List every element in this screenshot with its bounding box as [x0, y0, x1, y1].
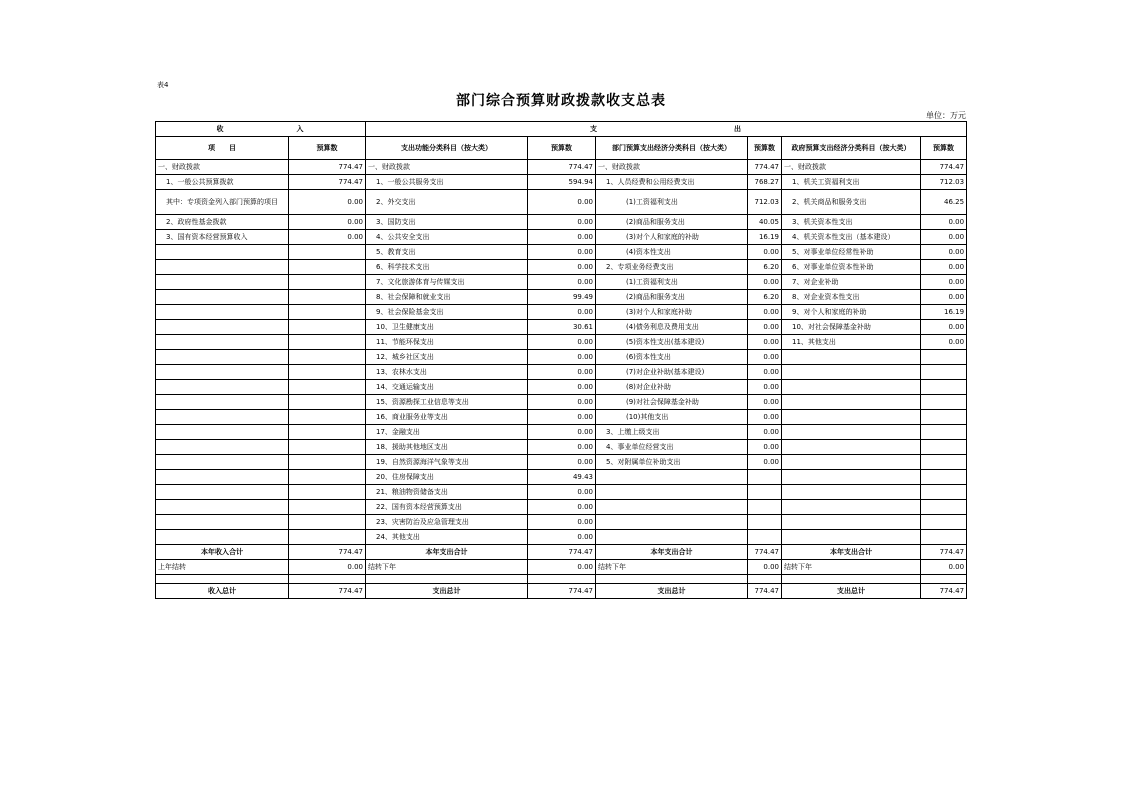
dept-grand-label: 支出总计 [596, 584, 748, 599]
gov-budget-cell [921, 515, 967, 530]
func-item-cell: 5、教育支出 [366, 245, 528, 260]
table-row [156, 470, 967, 485]
dept-budget-cell: 0.00 [748, 275, 782, 290]
income-budget-cell: 0.00 [289, 215, 366, 230]
income-item-cell [156, 455, 289, 470]
carry-over-row [156, 560, 967, 575]
dept-item-cell: 5、对附属单位补助支出 [596, 455, 748, 470]
gov-budget-cell: 0.00 [921, 215, 967, 230]
income-item-cell [156, 440, 289, 455]
income-item-cell: 1、一般公共预算拨款 [156, 175, 289, 190]
gov-budget-cell [921, 350, 967, 365]
income-budget-cell: 774.47 [289, 175, 366, 190]
income-budget-cell: 774.47 [289, 160, 366, 175]
gov-budget-cell: 0.00 [921, 275, 967, 290]
func-item-cell: 9、社会保险基金支出 [366, 305, 528, 320]
income-budget-cell [289, 500, 366, 515]
func-budget-cell: 0.00 [528, 395, 596, 410]
income-item-cell [156, 380, 289, 395]
dept-budget-cell: 16.19 [748, 230, 782, 245]
func-item-cell: 21、粮油物资储备支出 [366, 485, 528, 500]
dept-item-cell [596, 500, 748, 515]
income-item-cell [156, 485, 289, 500]
func-item-cell: 20、住房保障支出 [366, 470, 528, 485]
func-item-cell: 6、科学技术支出 [366, 260, 528, 275]
func-item-cell: 4、公共安全支出 [366, 230, 528, 245]
func-budget-cell: 0.00 [528, 500, 596, 515]
dept-budget-cell [748, 485, 782, 500]
income-item-cell [156, 365, 289, 380]
table-number: 表4 [157, 81, 169, 89]
func-budget-cell: 0.00 [528, 515, 596, 530]
dept-item-cell: (1)工资福利支出 [596, 190, 748, 215]
func-item-cell: 19、自然资源海洋气象等支出 [366, 455, 528, 470]
income-budget-cell [289, 290, 366, 305]
func-budget-cell: 0.00 [528, 380, 596, 395]
gov-item-cell: 4、机关资本性支出（基本建设） [782, 230, 921, 245]
table-row [156, 365, 967, 380]
dept-budget-cell: 0.00 [748, 425, 782, 440]
annual-total-row [156, 545, 967, 560]
dept-budget-cell: 768.27 [748, 175, 782, 190]
gov-item-cell: 5、对事业单位经常性补助 [782, 245, 921, 260]
func-carry-label: 结转下年 [366, 560, 528, 575]
func-budget-cell: 0.00 [528, 275, 596, 290]
gov-grand-value: 774.47 [921, 584, 967, 599]
func-budget-cell: 49.43 [528, 470, 596, 485]
func-budget-cell: 0.00 [528, 215, 596, 230]
income-budget-cell [289, 470, 366, 485]
prev-carry-value: 0.00 [289, 560, 366, 575]
gov-item-cell [782, 470, 921, 485]
gov-budget-cell [921, 455, 967, 470]
func-budget-cell: 0.00 [528, 530, 596, 545]
dept-item-cell: (7)对企业补助(基本建设) [596, 365, 748, 380]
dept-budget-cell: 0.00 [748, 455, 782, 470]
income-item-cell [156, 320, 289, 335]
gov-item-cell [782, 500, 921, 515]
gov-item-cell [782, 350, 921, 365]
dept-budget-cell: 712.03 [748, 190, 782, 215]
income-grand-value: 774.47 [289, 584, 366, 599]
income-budget-cell [289, 485, 366, 500]
table-row [156, 425, 967, 440]
gov-item-cell [782, 485, 921, 500]
table-row [156, 260, 967, 275]
income-budget-cell [289, 335, 366, 350]
income-item-cell [156, 290, 289, 305]
table-row [156, 335, 967, 350]
table-row [156, 395, 967, 410]
budget-table [155, 121, 967, 599]
header-row-2 [156, 137, 967, 160]
dept-item-cell: 2、专项业务经费支出 [596, 260, 748, 275]
dept-item-cell: (9)对社会保障基金补助 [596, 395, 748, 410]
gov-budget-cell [921, 365, 967, 380]
income-item-cell [156, 500, 289, 515]
dept-budget-cell [748, 500, 782, 515]
gov-item-cell [782, 380, 921, 395]
income-total-label: 本年收入合计 [156, 545, 289, 560]
gov-budget-cell: 0.00 [921, 320, 967, 335]
spacer-row [156, 575, 967, 584]
gov-econ-class-header: 政府预算支出经济分类科目（按大类） [782, 137, 921, 160]
func-budget-cell: 0.00 [528, 260, 596, 275]
gov-budget-cell: 0.00 [921, 290, 967, 305]
item-header: 项 目 [156, 137, 289, 160]
gov-item-cell [782, 530, 921, 545]
func-class-header: 支出功能分类科目（按大类） [366, 137, 528, 160]
dept-budget-cell [748, 515, 782, 530]
func-budget-cell: 0.00 [528, 365, 596, 380]
func-grand-label: 支出总计 [366, 584, 528, 599]
income-budget-cell [289, 365, 366, 380]
income-budget-cell [289, 395, 366, 410]
dept-item-cell: (4)资本性支出 [596, 245, 748, 260]
dept-grand-value: 774.47 [748, 584, 782, 599]
dept-budget-cell: 774.47 [748, 160, 782, 175]
income-item-cell [156, 425, 289, 440]
grand-total-row [156, 584, 967, 599]
gov-item-cell: 10、对社会保障基金补助 [782, 320, 921, 335]
income-header: 收 入 [156, 122, 366, 137]
gov-budget-cell [921, 470, 967, 485]
income-item-cell: 3、国有资本经营预算收入 [156, 230, 289, 245]
table-row [156, 290, 967, 305]
func-carry-value: 0.00 [528, 560, 596, 575]
gov-budget-cell [921, 440, 967, 455]
income-budget-cell: 0.00 [289, 190, 366, 215]
dept-total-value: 774.47 [748, 545, 782, 560]
gov-item-cell [782, 455, 921, 470]
gov-item-cell: 1、机关工资福利支出 [782, 175, 921, 190]
gov-budget-cell [921, 500, 967, 515]
func-budget-cell: 99.49 [528, 290, 596, 305]
table-row [156, 175, 967, 190]
func-item-cell: 1、一般公共服务支出 [366, 175, 528, 190]
table-row [156, 230, 967, 245]
dept-budget-cell: 0.00 [748, 440, 782, 455]
dept-item-cell [596, 470, 748, 485]
table-row [156, 530, 967, 545]
page-title: 部门综合预算财政拨款收支总表 [456, 93, 666, 109]
gov-budget-cell: 46.25 [921, 190, 967, 215]
dept-item-cell [596, 485, 748, 500]
dept-budget-cell: 0.00 [748, 335, 782, 350]
dept-item-cell [596, 530, 748, 545]
income-item-cell [156, 260, 289, 275]
table-row [156, 455, 967, 470]
table-row [156, 275, 967, 290]
dept-budget-cell: 0.00 [748, 245, 782, 260]
budget-header: 预算数 [921, 137, 967, 160]
table-row [156, 245, 967, 260]
gov-item-cell [782, 410, 921, 425]
gov-budget-cell: 712.03 [921, 175, 967, 190]
gov-item-cell [782, 395, 921, 410]
func-total-label: 本年支出合计 [366, 545, 528, 560]
gov-item-cell: 7、对企业补助 [782, 275, 921, 290]
dept-total-label: 本年支出合计 [596, 545, 748, 560]
dept-item-cell: (2)商品和服务支出 [596, 290, 748, 305]
dept-item-cell: 1、人员经费和公用经费支出 [596, 175, 748, 190]
dept-item-cell: 4、事业单位经营支出 [596, 440, 748, 455]
table-row [156, 320, 967, 335]
func-budget-cell: 0.00 [528, 485, 596, 500]
income-budget-cell [289, 425, 366, 440]
func-total-value: 774.47 [528, 545, 596, 560]
func-budget-cell: 0.00 [528, 190, 596, 215]
table-row [156, 190, 967, 215]
dept-budget-cell: 0.00 [748, 380, 782, 395]
gov-budget-cell [921, 395, 967, 410]
dept-item-cell: (6)资本性支出 [596, 350, 748, 365]
dept-budget-cell: 6.20 [748, 290, 782, 305]
table-row [156, 305, 967, 320]
income-item-cell [156, 245, 289, 260]
func-item-cell: 23、灾害防治及应急管理支出 [366, 515, 528, 530]
func-budget-cell: 0.00 [528, 455, 596, 470]
func-item-cell: 24、其他支出 [366, 530, 528, 545]
income-grand-label: 收入总计 [156, 584, 289, 599]
dept-budget-cell: 40.05 [748, 215, 782, 230]
budget-header: 预算数 [289, 137, 366, 160]
dept-budget-cell: 0.00 [748, 395, 782, 410]
income-budget-cell [289, 530, 366, 545]
gov-carry-value: 0.00 [921, 560, 967, 575]
gov-total-value: 774.47 [921, 545, 967, 560]
func-budget-cell: 0.00 [528, 410, 596, 425]
dept-item-cell [596, 515, 748, 530]
income-item-cell: 其中：专项资金列入部门预算的项目 [156, 190, 289, 215]
income-budget-cell [289, 305, 366, 320]
income-budget-cell [289, 515, 366, 530]
gov-carry-label: 结转下年 [782, 560, 921, 575]
func-item-cell: 8、社会保障和就业支出 [366, 290, 528, 305]
func-item-cell: 3、国防支出 [366, 215, 528, 230]
income-budget-cell [289, 410, 366, 425]
dept-budget-cell: 0.00 [748, 320, 782, 335]
dept-item-cell: (3)对个人和家庭补助 [596, 305, 748, 320]
income-budget-cell [289, 245, 366, 260]
dept-carry-label: 结转下年 [596, 560, 748, 575]
table-row [156, 515, 967, 530]
table-row [156, 440, 967, 455]
income-budget-cell: 0.00 [289, 230, 366, 245]
table-row [156, 350, 967, 365]
table-row [156, 410, 967, 425]
func-item-cell: 18、援助其他地区支出 [366, 440, 528, 455]
dept-budget-cell [748, 530, 782, 545]
gov-budget-cell [921, 530, 967, 545]
func-budget-cell: 0.00 [528, 425, 596, 440]
gov-budget-cell [921, 410, 967, 425]
header-row-1 [156, 122, 967, 137]
budget-header: 预算数 [528, 137, 596, 160]
table-row [156, 485, 967, 500]
gov-budget-cell [921, 425, 967, 440]
gov-item-cell: 2、机关商品和服务支出 [782, 190, 921, 215]
gov-budget-cell: 16.19 [921, 305, 967, 320]
func-budget-cell: 0.00 [528, 305, 596, 320]
table-row [156, 215, 967, 230]
dept-item-cell: (2)商品和服务支出 [596, 215, 748, 230]
func-item-cell: 2、外交支出 [366, 190, 528, 215]
expense-header: 支 出 [366, 122, 967, 137]
func-budget-cell: 0.00 [528, 335, 596, 350]
gov-item-cell [782, 365, 921, 380]
dept-item-cell: 3、上缴上级支出 [596, 425, 748, 440]
func-grand-value: 774.47 [528, 584, 596, 599]
dept-item-cell: (4)债务利息及费用支出 [596, 320, 748, 335]
func-budget-cell: 0.00 [528, 440, 596, 455]
gov-item-cell [782, 440, 921, 455]
dept-item-cell: 一、财政拨款 [596, 160, 748, 175]
prev-carry-label: 上年结转 [156, 560, 289, 575]
income-budget-cell [289, 380, 366, 395]
income-budget-cell [289, 260, 366, 275]
func-budget-cell: 0.00 [528, 230, 596, 245]
gov-grand-label: 支出总计 [782, 584, 921, 599]
func-item-cell: 12、城乡社区支出 [366, 350, 528, 365]
gov-budget-cell: 0.00 [921, 335, 967, 350]
gov-item-cell [782, 425, 921, 440]
gov-item-cell [782, 515, 921, 530]
income-budget-cell [289, 440, 366, 455]
table-row [156, 500, 967, 515]
dept-econ-class-header: 部门预算支出经济分类科目（按大类） [596, 137, 748, 160]
gov-item-cell: 一、财政拨款 [782, 160, 921, 175]
func-budget-cell: 594.94 [528, 175, 596, 190]
dept-item-cell: (8)对企业补助 [596, 380, 748, 395]
income-item-cell [156, 515, 289, 530]
unit-label: 单位：万元 [926, 111, 966, 120]
income-item-cell [156, 410, 289, 425]
dept-item-cell: (1)工资福利支出 [596, 275, 748, 290]
income-item-cell [156, 395, 289, 410]
income-item-cell [156, 305, 289, 320]
income-item-cell [156, 335, 289, 350]
gov-item-cell: 3、机关资本性支出 [782, 215, 921, 230]
gov-total-label: 本年支出合计 [782, 545, 921, 560]
gov-item-cell: 11、其他支出 [782, 335, 921, 350]
dept-budget-cell [748, 470, 782, 485]
func-item-cell: 11、节能环保支出 [366, 335, 528, 350]
gov-budget-cell [921, 380, 967, 395]
dept-item-cell: (5)资本性支出(基本建设) [596, 335, 748, 350]
income-item-cell [156, 350, 289, 365]
gov-item-cell: 9、对个人和家庭的补助 [782, 305, 921, 320]
func-item-cell: 22、国有资本经营预算支出 [366, 500, 528, 515]
table-row [156, 160, 967, 175]
dept-item-cell: (3)对个人和家庭的补助 [596, 230, 748, 245]
gov-budget-cell: 0.00 [921, 230, 967, 245]
dept-budget-cell: 0.00 [748, 305, 782, 320]
income-item-cell [156, 470, 289, 485]
dept-budget-cell: 0.00 [748, 410, 782, 425]
income-item-cell: 一、财政拨款 [156, 160, 289, 175]
func-item-cell: 16、商业服务业等支出 [366, 410, 528, 425]
dept-budget-cell: 6.20 [748, 260, 782, 275]
func-item-cell: 17、金融支出 [366, 425, 528, 440]
table-row [156, 380, 967, 395]
income-budget-cell [289, 320, 366, 335]
gov-budget-cell [921, 485, 967, 500]
func-budget-cell: 774.47 [528, 160, 596, 175]
income-item-cell [156, 275, 289, 290]
gov-item-cell: 8、对企业资本性支出 [782, 290, 921, 305]
func-item-cell: 13、农林水支出 [366, 365, 528, 380]
func-item-cell: 15、资源勘探工业信息等支出 [366, 395, 528, 410]
func-budget-cell: 0.00 [528, 245, 596, 260]
income-budget-cell [289, 455, 366, 470]
dept-item-cell: (10)其他支出 [596, 410, 748, 425]
income-budget-cell [289, 275, 366, 290]
income-item-cell [156, 530, 289, 545]
dept-budget-cell: 0.00 [748, 350, 782, 365]
func-item-cell: 7、文化旅游体育与传媒支出 [366, 275, 528, 290]
income-item-cell: 2、政府性基金拨款 [156, 215, 289, 230]
func-budget-cell: 30.61 [528, 320, 596, 335]
func-item-cell: 10、卫生健康支出 [366, 320, 528, 335]
gov-budget-cell: 774.47 [921, 160, 967, 175]
gov-item-cell: 6、对事业单位资本性补助 [782, 260, 921, 275]
gov-budget-cell: 0.00 [921, 260, 967, 275]
gov-budget-cell: 0.00 [921, 245, 967, 260]
income-total-value: 774.47 [289, 545, 366, 560]
dept-carry-value: 0.00 [748, 560, 782, 575]
budget-header: 预算数 [748, 137, 782, 160]
func-budget-cell: 0.00 [528, 350, 596, 365]
dept-budget-cell: 0.00 [748, 365, 782, 380]
func-item-cell: 14、交通运输支出 [366, 380, 528, 395]
func-item-cell: 一、财政拨款 [366, 160, 528, 175]
income-budget-cell [289, 350, 366, 365]
